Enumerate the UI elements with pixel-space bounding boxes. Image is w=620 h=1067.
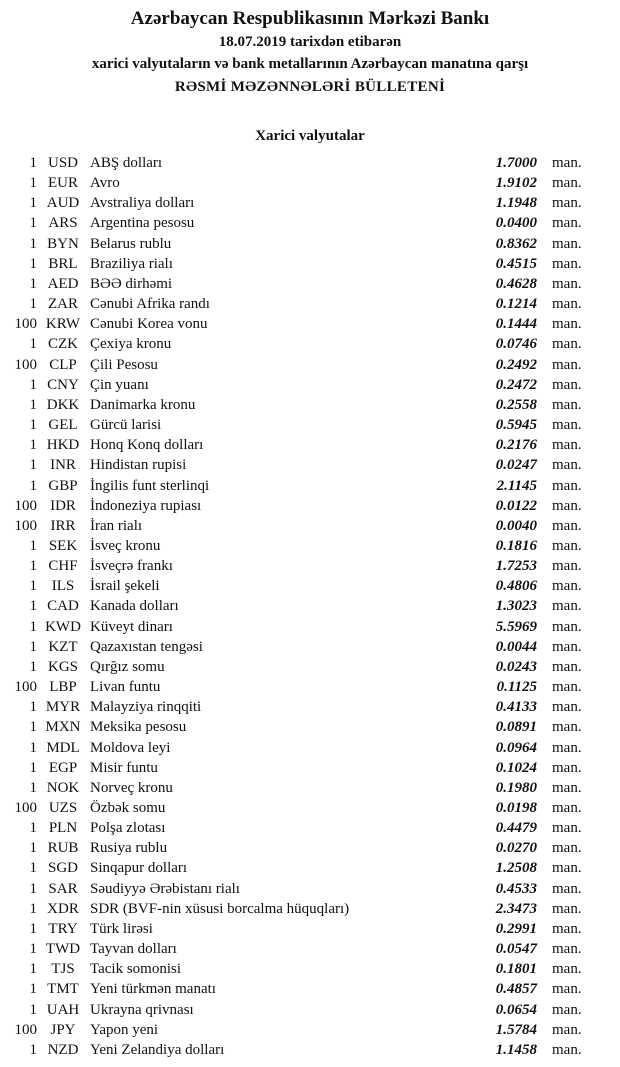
currency-unit-label: man. — [552, 376, 582, 393]
table-row — [0, 800, 600, 820]
table-row — [0, 659, 600, 679]
currency-name: Norveç kronu — [90, 779, 173, 796]
currency-rate: 0.0040 — [495, 517, 537, 534]
currency-code: CAD — [47, 598, 79, 615]
currency-name: Ukrayna qrivnası — [90, 1001, 194, 1018]
currency-rate: 0.2991 — [495, 920, 537, 937]
currency-name: Tayvan dolları — [90, 941, 177, 958]
currency-quantity: 1 — [29, 699, 37, 716]
currency-quantity: 1 — [29, 1041, 37, 1058]
table-row — [0, 316, 600, 336]
currency-quantity: 1 — [29, 1001, 37, 1018]
bulletin-subtitle-line2: RƏSMİ MƏZƏNNƏLƏRİ BÜLLETENİ — [174, 79, 446, 95]
table-row — [0, 377, 600, 397]
currency-unit-label: man. — [552, 517, 582, 534]
currency-name: Danimarka kronu — [90, 396, 196, 413]
currency-quantity: 1 — [29, 235, 37, 252]
currency-rate: 0.0746 — [495, 336, 537, 353]
currency-rate: 0.4533 — [495, 880, 537, 897]
currency-code: TMT — [47, 981, 79, 998]
currency-unit-label: man. — [552, 719, 582, 736]
bulletin-subtitle-line1: xarici valyutaların və bank metallarının Azərbaycan manatına qarşı — [91, 56, 529, 72]
currency-unit-label: man. — [552, 638, 582, 655]
currency-unit-label: man. — [552, 981, 582, 998]
currency-name: Çexiya kronu — [90, 336, 172, 353]
currency-unit-label: man. — [552, 396, 582, 413]
currency-code: JPY — [50, 1021, 76, 1038]
currency-quantity: 1 — [29, 336, 37, 353]
currency-unit-label: man. — [552, 880, 582, 897]
currency-rate: 0.8362 — [495, 235, 537, 252]
currency-unit-label: man. — [552, 477, 582, 494]
table-row — [0, 538, 600, 558]
currency-quantity: 1 — [29, 941, 37, 958]
currency-name: Tacik somonisi — [90, 961, 182, 978]
currency-unit-label: man. — [552, 558, 582, 575]
currency-rate: 0.0400 — [495, 215, 537, 232]
currency-name: Cənubi Korea vonu — [90, 316, 208, 333]
section-title-foreign-currencies: Xarici valyutalar — [255, 128, 365, 144]
table-row — [0, 760, 600, 780]
currency-unit-label: man. — [552, 497, 582, 514]
currency-quantity: 1 — [29, 658, 37, 675]
currency-rate: 0.5945 — [495, 417, 537, 434]
currency-rate: 0.4133 — [495, 699, 537, 716]
table-row — [0, 1022, 600, 1042]
table-row — [0, 981, 600, 1001]
currency-code: TWD — [45, 941, 81, 958]
currency-code: MDL — [46, 739, 80, 756]
currency-unit-label: man. — [552, 437, 582, 454]
currency-quantity: 1 — [29, 739, 37, 756]
table-row — [0, 719, 600, 739]
table-row — [0, 679, 600, 699]
currency-code: MYR — [45, 699, 81, 716]
table-row — [0, 155, 600, 175]
currency-quantity: 100 — [14, 800, 37, 816]
table-row — [0, 619, 600, 639]
currency-quantity: 1 — [29, 457, 37, 474]
currency-name: Braziliya rialı — [90, 255, 173, 272]
currency-rate: 0.2176 — [495, 437, 537, 454]
currency-name: Livan funtu — [90, 679, 161, 696]
currency-code: KZT — [48, 638, 78, 655]
currency-rate: 0.1980 — [495, 779, 537, 796]
currency-name: İndoneziya rupiası — [90, 497, 202, 514]
currency-unit-label: man. — [552, 356, 582, 373]
currency-code: TJS — [51, 961, 75, 978]
currency-name: Meksika pesosu — [90, 719, 187, 736]
currency-unit-label: man. — [552, 739, 582, 756]
currency-unit-label: man. — [552, 941, 582, 958]
currency-unit-label: man. — [552, 275, 582, 292]
currency-rate: 0.0654 — [495, 1001, 537, 1018]
currency-code: LBP — [49, 679, 77, 696]
table-row — [0, 961, 600, 981]
currency-name: Avro — [90, 175, 120, 192]
currency-name: Özbək somu — [90, 800, 166, 816]
currency-unit-label: man. — [552, 658, 582, 675]
currency-unit-label: man. — [552, 336, 582, 353]
currency-quantity: 1 — [29, 961, 37, 978]
currency-quantity: 1 — [29, 417, 37, 434]
table-row — [0, 236, 600, 256]
currency-rate: 0.0198 — [495, 800, 537, 816]
currency-unit-label: man. — [552, 417, 582, 434]
currency-rate: 0.0243 — [495, 658, 537, 675]
currency-name: Küveyt dinarı — [90, 618, 173, 635]
currency-name: Honq Konq dolları — [90, 437, 204, 454]
currency-quantity: 1 — [29, 255, 37, 272]
table-row — [0, 215, 600, 235]
currency-rate: 0.2472 — [495, 376, 537, 393]
currency-code: EGP — [48, 759, 78, 776]
currency-rate: 0.1024 — [495, 759, 537, 776]
currency-quantity: 1 — [29, 759, 37, 776]
currency-unit-label: man. — [552, 779, 582, 796]
table-row — [0, 336, 600, 356]
currency-name: Səudiyyə Ərəbistanı rialı — [90, 880, 240, 897]
currency-name: İsveçrə frankı — [90, 558, 173, 575]
table-row — [0, 175, 600, 195]
currency-name: Hindistan rupisi — [90, 457, 187, 474]
currency-name: İngilis funt sterlinqi — [90, 477, 210, 494]
currency-code: NZD — [47, 1041, 79, 1058]
currency-rate: 0.1214 — [495, 296, 537, 313]
table-row — [0, 417, 600, 437]
currency-name: Moldova leyi — [90, 739, 171, 756]
table-row — [0, 296, 600, 316]
currency-name: SDR (BVF-nin xüsusi borcalma hüquqları) — [90, 900, 350, 917]
currency-code: INR — [50, 457, 76, 474]
currency-code: XDR — [47, 900, 79, 917]
currency-unit-label: man. — [552, 316, 582, 333]
currency-unit-label: man. — [552, 800, 582, 816]
currency-code: PLN — [48, 820, 78, 837]
table-row — [0, 397, 600, 417]
table-row — [0, 558, 600, 578]
currency-code: SEK — [48, 537, 78, 554]
currency-unit-label: man. — [552, 759, 582, 776]
table-row — [0, 860, 600, 880]
currency-quantity: 100 — [14, 1021, 37, 1038]
table-row — [0, 780, 600, 800]
currency-rate: 0.4515 — [495, 255, 537, 272]
currency-quantity: 1 — [29, 920, 37, 937]
currency-rate: 0.0044 — [495, 638, 537, 655]
currency-unit-label: man. — [552, 679, 582, 696]
currency-quantity: 100 — [14, 497, 37, 514]
currency-quantity: 1 — [29, 477, 37, 494]
currency-quantity: 1 — [29, 820, 37, 837]
currency-rate: 0.0122 — [495, 497, 537, 514]
currency-unit-label: man. — [552, 296, 582, 313]
currency-rate: 0.4857 — [495, 981, 537, 998]
currency-rate: 0.1801 — [495, 961, 537, 978]
table-row — [0, 518, 600, 538]
currency-quantity: 1 — [29, 578, 37, 595]
currency-rate: 0.2492 — [495, 356, 537, 373]
currency-name: Kanada dolları — [90, 598, 179, 615]
currency-code: TRY — [48, 920, 78, 937]
currency-quantity: 1 — [29, 618, 37, 635]
currency-rate: 2.1145 — [496, 477, 537, 494]
currency-quantity: 1 — [29, 537, 37, 554]
currency-quantity: 1 — [29, 376, 37, 393]
currency-quantity: 1 — [29, 981, 37, 998]
currency-code: GEL — [48, 417, 78, 434]
currency-code: CZK — [48, 336, 78, 353]
currency-unit-label: man. — [552, 195, 582, 212]
currency-code: UAH — [46, 1001, 80, 1018]
currency-name: Sinqapur dolları — [90, 860, 188, 877]
currency-code: USD — [47, 155, 78, 171]
currency-rate: 0.1444 — [495, 316, 537, 333]
currency-code: MXN — [45, 719, 81, 736]
currency-name: BƏƏ dirhəmi — [90, 275, 173, 292]
currency-unit-label: man. — [552, 860, 582, 877]
currency-name: Yapon yeni — [90, 1021, 159, 1038]
currency-rate: 0.0247 — [495, 457, 537, 474]
currency-rate: 0.1125 — [496, 679, 537, 696]
table-row — [0, 840, 600, 860]
table-row — [0, 276, 600, 296]
currency-unit-label: man. — [552, 235, 582, 252]
currency-rate: 5.5969 — [495, 618, 537, 635]
currency-rate: 1.9102 — [495, 175, 537, 192]
currency-code: AUD — [46, 195, 80, 212]
currency-rate: 1.3023 — [495, 598, 537, 615]
table-row — [0, 357, 600, 377]
currency-rate: 1.7000 — [495, 155, 537, 171]
currency-rate: 1.7253 — [495, 558, 537, 575]
currency-quantity: 1 — [29, 296, 37, 313]
currency-rate: 0.1816 — [495, 537, 537, 554]
currency-name: İsveç kronu — [90, 537, 161, 554]
currency-code: KGS — [47, 658, 78, 675]
currency-quantity: 1 — [29, 598, 37, 615]
currency-name: Polşa zlotası — [90, 820, 166, 837]
table-row — [0, 598, 600, 618]
currency-rate: 2.3473 — [495, 900, 537, 917]
currency-rate: 0.0891 — [495, 719, 537, 736]
currency-name: Qırğız somu — [90, 658, 165, 675]
bank-title: Azərbaycan Respublikasının Mərkəzi Bankı — [130, 8, 490, 29]
currency-name: Yeni türkmən manatı — [90, 981, 216, 998]
table-row — [0, 901, 600, 921]
currency-name: Yeni Zelandiya dolları — [90, 1041, 225, 1058]
currency-unit-label: man. — [552, 840, 582, 857]
effective-date-line: 18.07.2019 tarixdən etibarən — [218, 34, 402, 50]
currency-unit-label: man. — [552, 1041, 582, 1058]
currency-code: RUB — [47, 840, 79, 857]
currency-quantity: 1 — [29, 437, 37, 454]
currency-unit-label: man. — [552, 578, 582, 595]
currency-code: GBP — [48, 477, 78, 494]
currency-rate: 0.4806 — [495, 578, 537, 595]
currency-unit-label: man. — [552, 1001, 582, 1018]
currency-rate: 0.0270 — [495, 840, 537, 857]
currency-code: AED — [47, 275, 79, 292]
currency-code: HKD — [46, 437, 80, 454]
currency-code: CNY — [47, 376, 79, 393]
currency-rate: 1.2508 — [495, 860, 537, 877]
table-row — [0, 195, 600, 215]
currency-unit-label: man. — [552, 598, 582, 615]
currency-rate: 0.0964 — [495, 739, 537, 756]
currency-code: KWD — [45, 618, 81, 635]
table-row — [0, 921, 600, 941]
currency-rate: 0.4479 — [495, 820, 537, 837]
currency-name: Qazaxıstan tengəsi — [90, 638, 203, 655]
currency-unit-label: man. — [552, 155, 582, 171]
currency-quantity: 1 — [29, 275, 37, 292]
currency-rate: 1.1948 — [495, 195, 537, 212]
currency-code: ZAR — [48, 296, 78, 313]
currency-unit-label: man. — [552, 961, 582, 978]
currency-name: Çili Pesosu — [90, 356, 158, 373]
currency-unit-label: man. — [552, 920, 582, 937]
currency-quantity: 100 — [14, 316, 37, 333]
currency-quantity: 1 — [29, 396, 37, 413]
currency-quantity: 1 — [29, 719, 37, 736]
currency-quantity: 1 — [29, 860, 37, 877]
currency-rate: 1.1458 — [495, 1041, 537, 1058]
currency-name: Misir funtu — [90, 759, 158, 776]
currency-code: SGD — [47, 860, 78, 877]
currency-unit-label: man. — [552, 537, 582, 554]
bulletin-header — [0, 6, 620, 99]
currency-unit-label: man. — [552, 175, 582, 192]
currency-name: Belarus rublu — [90, 235, 172, 252]
currency-code: UZS — [48, 800, 78, 816]
currency-quantity: 100 — [14, 517, 37, 534]
currency-code: IDR — [50, 497, 76, 514]
currency-quantity: 1 — [29, 638, 37, 655]
currency-code: BYN — [47, 235, 79, 252]
currency-unit-label: man. — [552, 900, 582, 917]
currency-unit-label: man. — [552, 699, 582, 716]
currency-quantity: 100 — [14, 679, 37, 696]
currency-name: Gürcü larisi — [90, 417, 162, 434]
currency-code: ILS — [51, 578, 75, 595]
table-row — [0, 256, 600, 276]
table-row — [0, 578, 600, 598]
currency-name: Cənubi Afrika randı — [90, 296, 210, 313]
table-row — [0, 699, 600, 719]
currency-quantity: 1 — [29, 175, 37, 192]
currency-code: ARS — [48, 215, 78, 232]
currency-code: IRR — [50, 517, 76, 534]
currency-code: KRW — [45, 316, 81, 333]
table-row — [0, 437, 600, 457]
table-row — [0, 740, 600, 760]
currency-name: İran rialı — [90, 517, 143, 534]
table-row — [0, 941, 600, 961]
currency-name: İsrail şekeli — [90, 578, 160, 595]
currency-quantity: 1 — [29, 558, 37, 575]
currency-quantity: 1 — [29, 155, 37, 171]
currency-name: Çin yuanı — [90, 376, 149, 393]
currency-quantity: 100 — [14, 356, 37, 373]
currency-code: SAR — [48, 880, 78, 897]
currency-unit-label: man. — [552, 618, 582, 635]
currency-code: DKK — [46, 396, 80, 413]
currency-unit-label: man. — [552, 255, 582, 272]
currency-unit-label: man. — [552, 457, 582, 474]
currency-name: Türk lirəsi — [90, 920, 153, 937]
currency-rate: 0.4628 — [495, 275, 537, 292]
table-row — [0, 639, 600, 659]
currency-quantity: 1 — [29, 779, 37, 796]
currency-unit-label: man. — [552, 820, 582, 837]
currency-name: Rusiya rublu — [90, 840, 168, 857]
currency-rate: 1.5784 — [495, 1021, 537, 1038]
currency-name: Malayziya rinqqiti — [90, 699, 202, 716]
table-row — [0, 478, 600, 498]
table-row — [0, 1002, 600, 1022]
currency-quantity: 1 — [29, 900, 37, 917]
currency-rate: 0.2558 — [495, 396, 537, 413]
table-row — [0, 1042, 600, 1062]
currency-name: Argentina pesosu — [90, 215, 195, 232]
currency-name: Avstraliya dolları — [90, 195, 195, 212]
currency-code: CHF — [48, 558, 78, 575]
currency-quantity: 1 — [29, 215, 37, 232]
currency-quantity: 1 — [29, 880, 37, 897]
table-row — [0, 498, 600, 518]
currency-code: EUR — [48, 175, 78, 192]
currency-unit-label: man. — [552, 215, 582, 232]
currency-unit-label: man. — [552, 1021, 582, 1038]
exchange-rates-table — [0, 155, 620, 1062]
currency-quantity: 1 — [29, 840, 37, 857]
table-row — [0, 457, 600, 477]
currency-rate: 0.0547 — [495, 941, 537, 958]
currency-name: ABŞ dolları — [90, 155, 163, 171]
table-row — [0, 881, 600, 901]
currency-quantity: 1 — [29, 195, 37, 212]
table-row — [0, 820, 600, 840]
currency-code: BRL — [48, 255, 78, 272]
currency-code: CLP — [49, 356, 77, 373]
currency-code: NOK — [46, 779, 80, 796]
